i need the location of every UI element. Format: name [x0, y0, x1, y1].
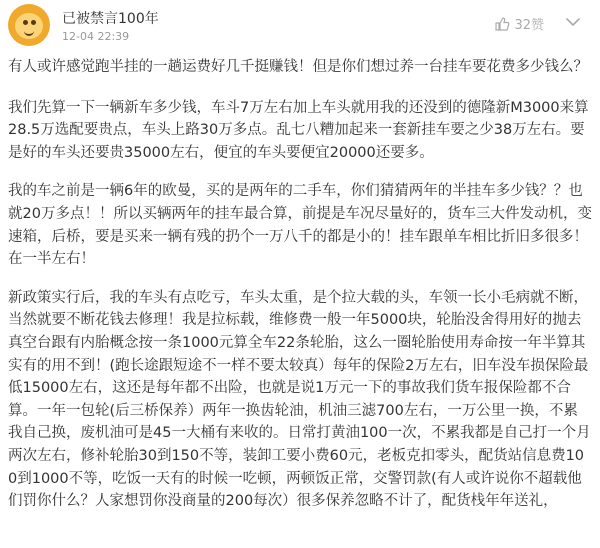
avatar-eye-left [23, 20, 28, 25]
post-header [0, 0, 600, 56]
post-paragraph-2: 我们先算一下一辆新车多少钱，车斗7万左右加上车头就用我的还没到的德隆新M3000来算28.5万选配要贵点，车头上路30万多点。乱七八糟加起来一套新挂车要之少38万左右。要是好的车头还要贵35000左右，便宜的车头要便宜20000还要多。 [8, 99, 589, 161]
post-paragraph-1: 有人或许感觉跑半挂的一趟运费好几千挺赚钱！但是你们想过养一台挂车要花费多少钱么？ [8, 59, 588, 75]
like-button[interactable] [494, 14, 544, 33]
username[interactable]: 已被禁言100年 [62, 11, 159, 27]
post-paragraph-3: 我的车之前是一辆6年的欧曼，买的是两年的二手车，你们猜猜两年的半挂车多少钱？？也就20万多点！！所以买辆两年的挂车最合算，前提是车况尽量好的，货车三大件发动机，变速箱，后桥，要是买来一辆有残的扔个一万八千的都是小的！挂车跟单车相比折旧多很多！在一半左右！ [8, 183, 592, 268]
post-content [8, 56, 592, 529]
avatar[interactable] [8, 4, 50, 46]
post-paragraph-4: 新政策实行后，我的车头有点吃亏，车头太重，是个拉大载的头，车领一长小毛病就不断，当然就要不断花钱去修理！我是拉标载，维修费一般一年5000块，轮胎没舍得用好的抛去真空台跟有内胎概念按一条1000元算全车22条轮胎，这么一圈轮胎使用寿命按一年半算其实有的用不到！(跑长途跟短途不一样不要太较真）每年的保险2万左右，旧车没车损保险最低15000左右，这还是每年都不出险，也就是说1万元一下的事故我们货车报保险都不合算。一年一包轮(后三桥保养）两年一换齿轮油，机油三滤700左右，一万公里一换，不累我自己换，废机油可是45一大桶有来收的。日常打黄油100一次，不累我都是自己打一个月两次左右，修补轮胎30到150不等，装卸工要小费60元，老板克扣零头，配货站信息费100到1000不等，吃饭一天有的时候一吃顿，两顿饭正常，交警罚款(有人或许说你不超载他们罚你什么？人家想罚你没商量的200每次）很多保养忽略不计了，配货栈年年送礼， [8, 289, 591, 510]
like-count: 32赞 [514, 18, 544, 33]
thumbs-up-icon [494, 16, 510, 32]
post-timestamp: 12-04 22:39 [62, 30, 130, 43]
chevron-down-icon[interactable] [564, 12, 582, 32]
avatar-eye-right [31, 20, 36, 25]
